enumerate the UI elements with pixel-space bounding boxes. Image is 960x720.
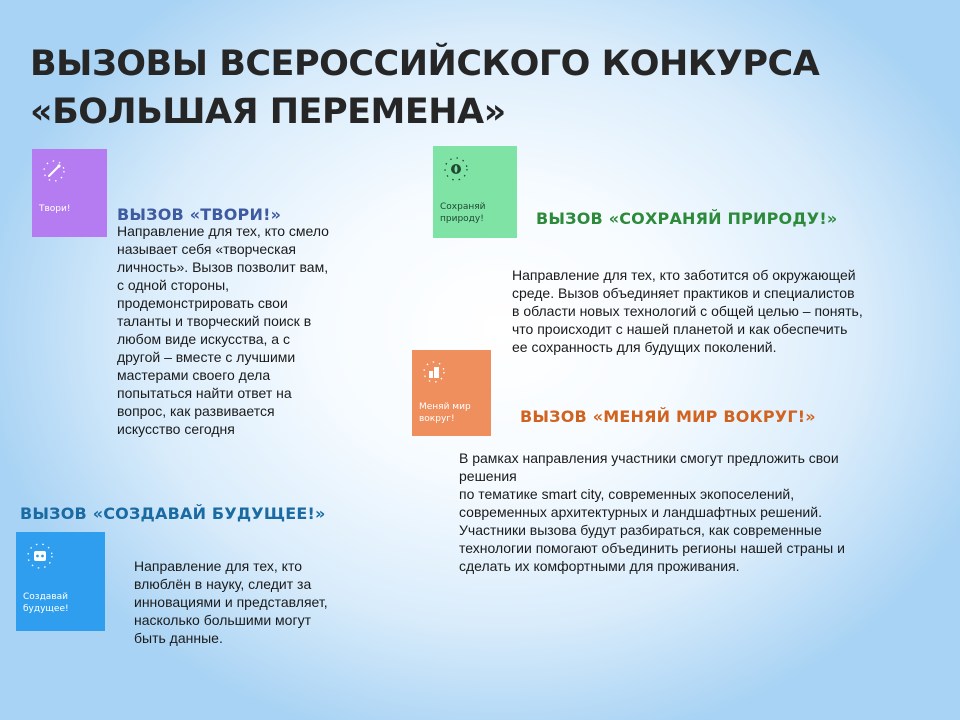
tvori-line: называет себя «творческая — [117, 241, 296, 257]
sozdavai-description — [134, 557, 328, 647]
sozdavai-tile — [16, 532, 105, 631]
menyai-line: современных архитектурных и ландшафтных решений. — [459, 504, 822, 520]
tvori-tile — [32, 149, 107, 237]
menyai-line: В рамках направления участники смогут предложить свои — [459, 450, 839, 466]
sozdavai-line: влюблён в науку, следит за — [134, 576, 312, 592]
globe-leaf-icon — [439, 152, 473, 186]
tvori-line: любом виде искусства, а с — [117, 331, 290, 347]
menyai-line: Участники вызова будут разбираться, как современные — [459, 522, 822, 538]
slide-title-line-1: ВЫЗОВЫ ВСЕРОССИЙСКОГО КОНКУРСА — [30, 44, 820, 84]
menyai-line: технологии помогают объединить регионы нашей страны и — [459, 540, 845, 556]
sozdavai-line: Направление для тех, кто — [134, 558, 302, 574]
menyai-heading: ВЫЗОВ «МЕНЯЙ МИР ВОКРУГ!» — [520, 407, 816, 426]
menyai-tile-label-2: вокруг! — [419, 414, 455, 424]
tvori-tile-label: Твори! — [39, 204, 71, 214]
slide-title-line-2: «БОЛЬШАЯ ПЕРЕМЕНА» — [30, 92, 506, 132]
city-icon — [418, 356, 450, 388]
tvori-line: таланты и творческий поиск в — [117, 313, 312, 329]
sokhranyai-line: среде. Вызов объединяет практиков и специалистов — [512, 285, 855, 301]
robot-icon — [22, 538, 58, 574]
sokhranyai-tile-label-2: природу! — [440, 214, 484, 224]
sokhranyai-line: что происходит с нашей планетой и как обеспечить — [512, 321, 848, 337]
sokhranyai-description — [512, 266, 863, 356]
tvori-line: продемонстрировать свои — [117, 295, 288, 311]
menyai-tile — [412, 350, 491, 436]
tvori-line: другой – вместе с лучшими — [117, 349, 296, 365]
tvori-line: мастерами своего дела — [117, 367, 271, 383]
sozdavai-line: инновациями и представляет, — [134, 594, 328, 610]
menyai-line: сделать их комфортными для проживания. — [459, 558, 740, 574]
tvori-line: с одной стороны, — [117, 277, 230, 293]
sozdavai-tile-label-2: будущее! — [23, 604, 69, 614]
sozdavai-tile-label-1: Создавай — [23, 592, 68, 602]
menyai-description — [459, 449, 845, 575]
sozdavai-line: насколько большими могут — [134, 612, 311, 628]
sokhranyai-line: ее сохранность для будущих поколений. — [512, 339, 777, 355]
menyai-line: по тематике smart city, современных экопоселений, — [459, 486, 795, 502]
tvori-description — [117, 222, 329, 438]
tvori-line: вопрос, как развивается — [117, 403, 275, 419]
slide-title — [30, 40, 910, 136]
tvori-line: Направление для тех, кто смело — [117, 223, 329, 239]
menyai-line: решения — [459, 468, 517, 484]
magic-wand-icon — [38, 155, 70, 187]
tvori-heading: ВЫЗОВ «ТВОРИ!» — [117, 205, 282, 224]
tvori-line: личность». Вызов позволит вам, — [117, 259, 329, 275]
sokhranyai-line: Направление для тех, кто заботится об окружающей — [512, 267, 856, 283]
sokhranyai-tile — [433, 146, 517, 238]
tvori-line: попытаться найти ответ на — [117, 385, 292, 401]
sozdavai-heading: ВЫЗОВ «СОЗДАВАЙ БУДУЩЕЕ!» — [20, 504, 326, 523]
sokhranyai-tile-label-1: Сохраняй — [440, 202, 486, 212]
sokhranyai-heading: ВЫЗОВ «СОХРАНЯЙ ПРИРОДУ!» — [536, 209, 838, 228]
sokhranyai-line: в области новых технологий с общей целью – понять, — [512, 303, 863, 319]
menyai-tile-label-1: Меняй мир — [419, 402, 471, 412]
tvori-line: искусство сегодня — [117, 421, 235, 437]
sozdavai-line: быть данные. — [134, 630, 223, 646]
